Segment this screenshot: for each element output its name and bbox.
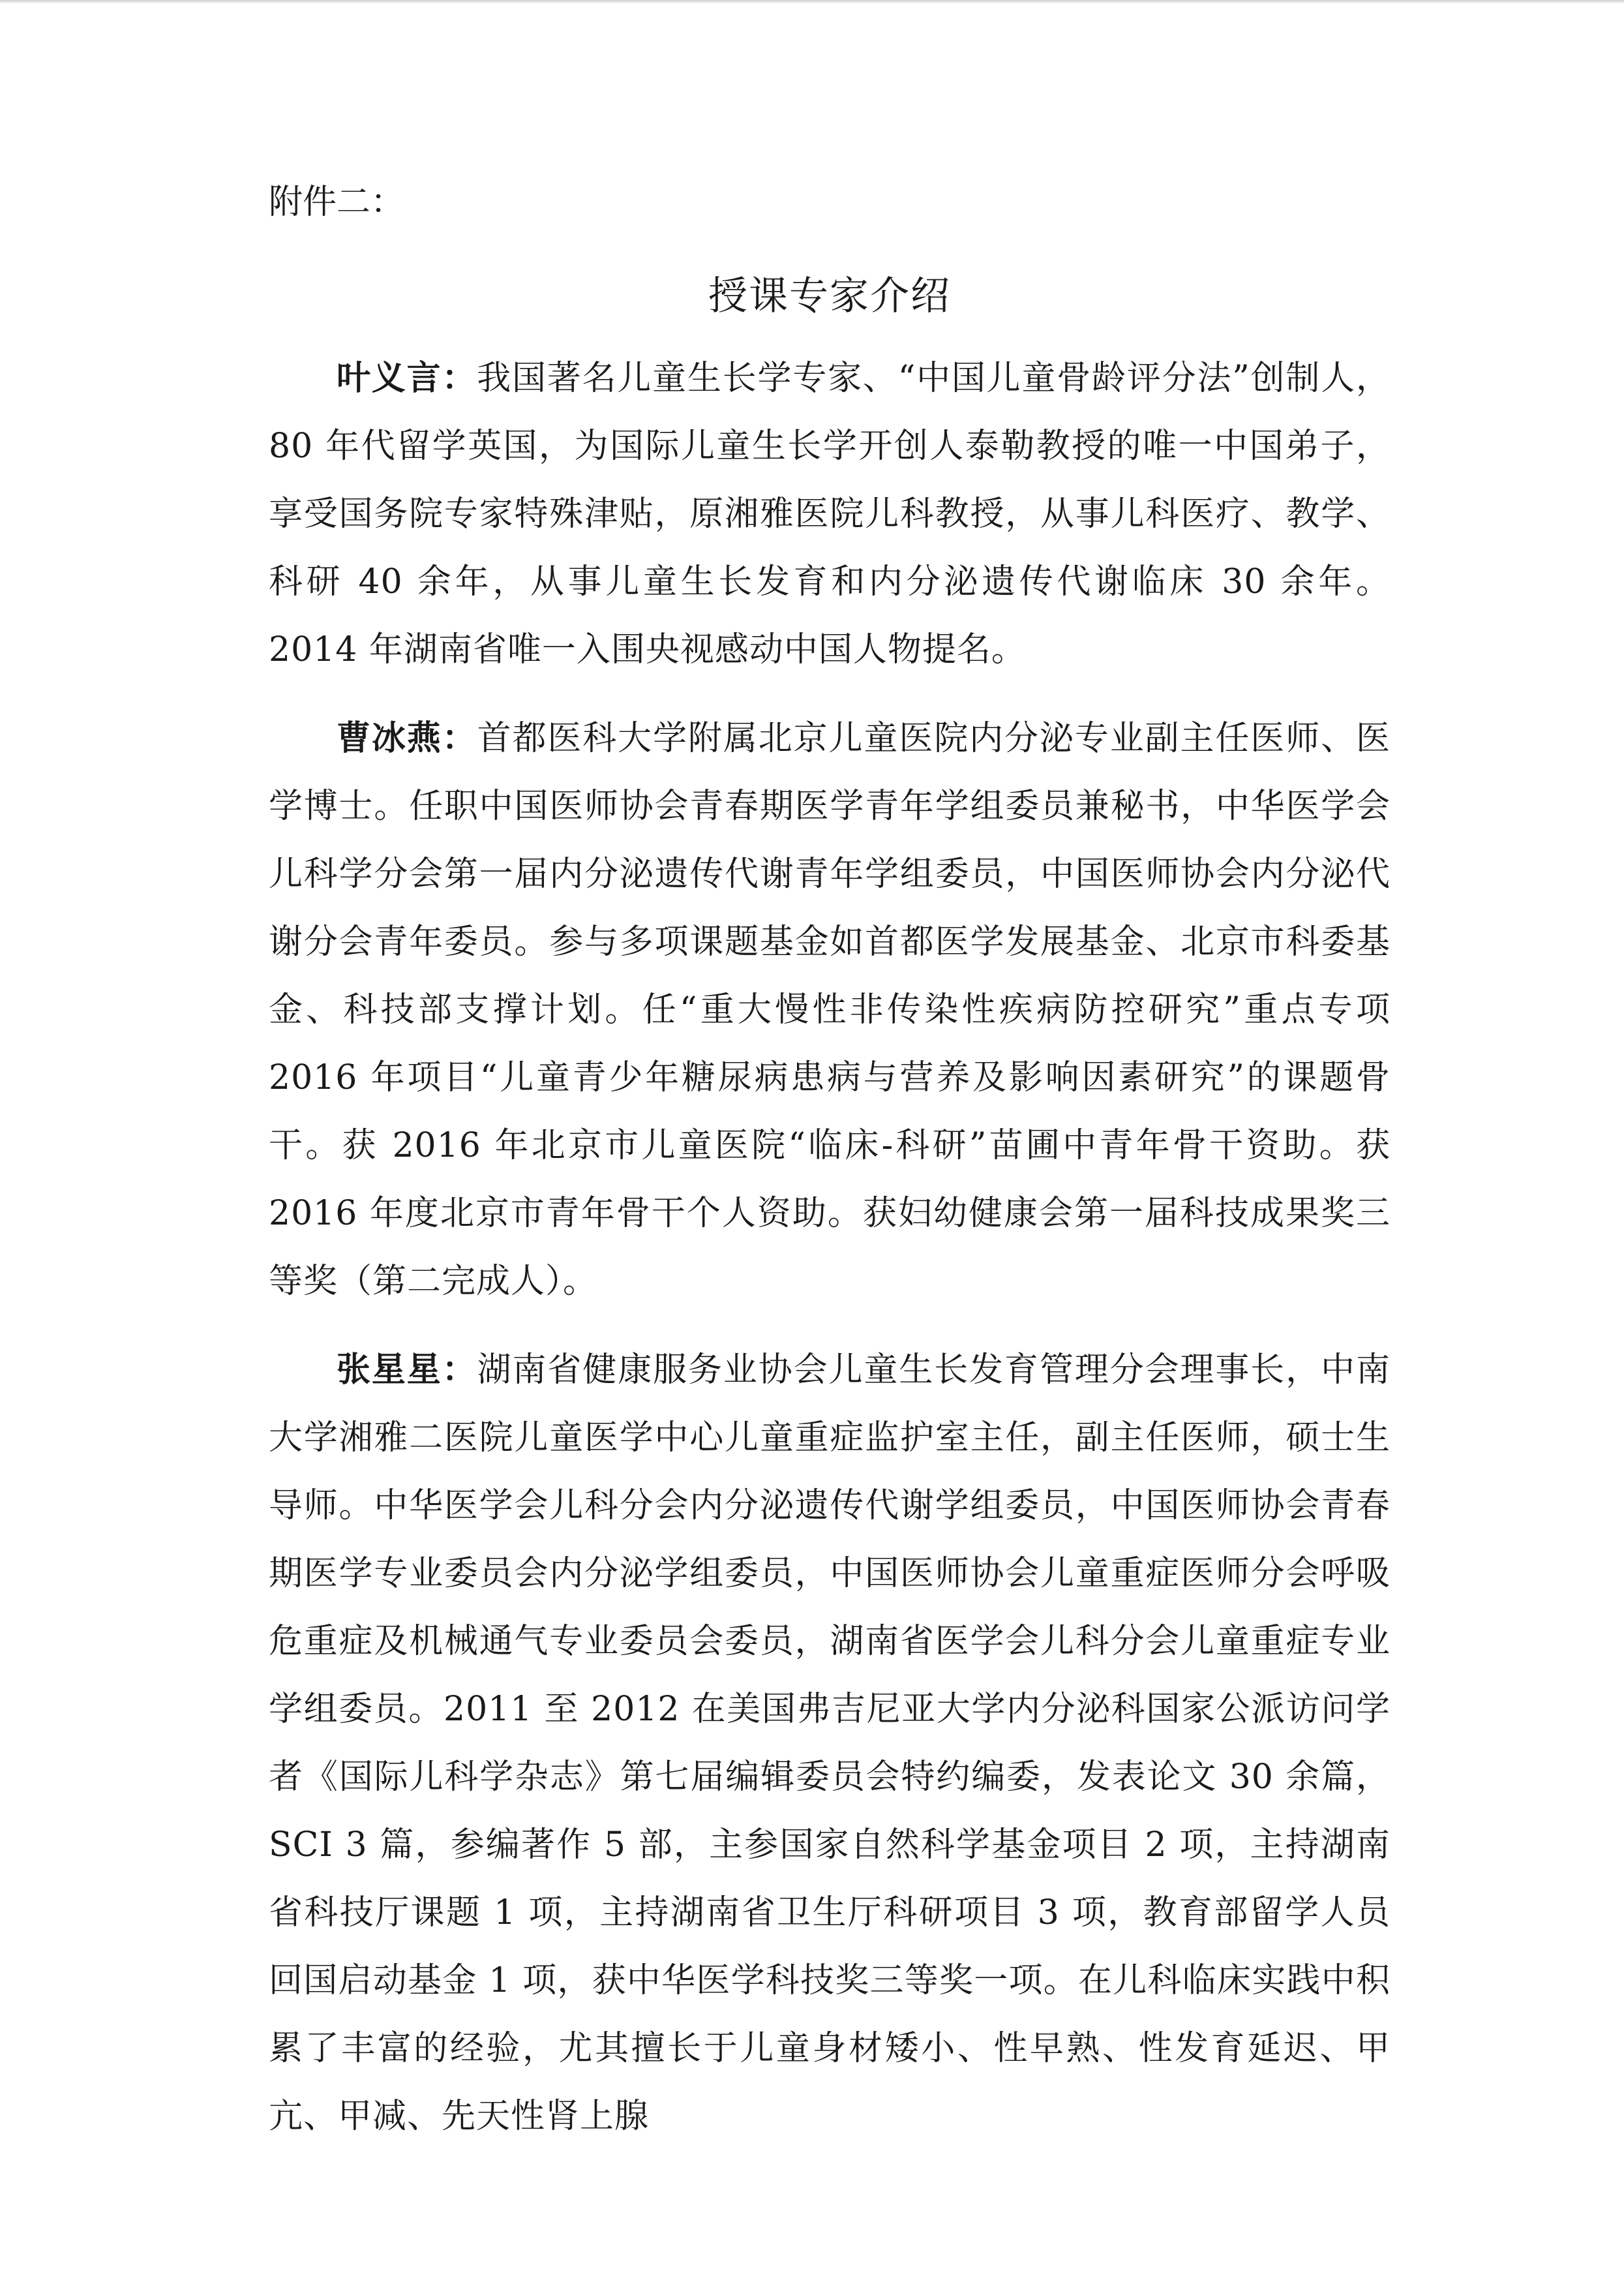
expert-name-3: 张星星：	[337, 1350, 477, 1390]
expert-name-2: 曹冰燕：	[337, 718, 477, 758]
expert-bio-1	[269, 344, 1391, 684]
scan-edge-shadow	[0, 0, 1624, 4]
attachment-label: 附件二：	[269, 183, 405, 222]
expert-bio-2	[269, 705, 1391, 1315]
document-body	[269, 176, 1391, 2150]
expert-bio-text-2: 首都医科大学附属北京儿童医院内分泌专业副主任医师、医学博士。任职中国医师协会青春期医学青年学组委员兼秘书，中华医学会儿科学分会第一届内分泌遗传代谢青年学组委员，中国医师协会内分泌代谢分会青年委员。参与多项课题基金如首都医学发展基金、北京市科委基金、科技部支撑计划。任“重大慢性非传染性疾病防控研究”重点专项 2016 年项目“儿童青少年糖尿病患病与营养及影响因素研究”的课题骨干。获 2016 年北京市儿童医院“临床-科研”苗圃中青年骨干资助。获 2016 年度北京市青年骨干个人资助。获妇幼健康会第一届科技成果奖三等奖（第二完成人）。	[269, 719, 1391, 1301]
expert-name-1: 叶义言：	[337, 358, 477, 398]
document-title: 授课专家介绍	[708, 273, 951, 319]
expert-bio-3	[269, 1336, 1391, 2150]
expert-bio-text-3: 湖南省健康服务业协会儿童生长发育管理分会理事长，中南大学湘雅二医院儿童医学中心儿童重症监护室主任，副主任医师，硕士生导师。中华医学会儿科分会内分泌遗传代谢学组委员，中国医师协会青春期医学专业委员会内分泌学组委员，中国医师协会儿童重症医师分会呼吸危重症及机械通气专业委员会委员，湖南省医学会儿科分会儿童重症专业学组委员。2011 至 2012 在美国弗吉尼亚大学内分泌科国家公派访问学者《国际儿科学杂志》第七届编辑委员会特约编委，发表论文 30 余篇，SCI 3 篇，参编著作 5 部，主参国家自然科学基金项目 2 项，主持湖南省科技厅课题 1 项，主持湖南省卫生厅科研项目 3 项，教育部留学人员回国启动基金 1 项，获中华医学科技奖三等奖一项。在儿科临床实践中积累了丰富的经验，尤其擅长于儿童身材矮小、性早熟、性发育延迟、甲亢、甲减、先天性肾上腺	[269, 1350, 1391, 2136]
expert-bio-text-1: 我国著名儿童生长学专家、“中国儿童骨龄评分法”创制人，80 年代留学英国，为国际儿童生长学开创人泰勒教授的唯一中国弟子，享受国务院专家特殊津贴，原湘雅医院儿科教授，从事儿科医疗、教学、科研 40 余年，从事儿童生长发育和内分泌遗传代谢临床 30 余年。2014 年湖南省唯一入围央视感动中国人物提名。	[269, 359, 1391, 669]
